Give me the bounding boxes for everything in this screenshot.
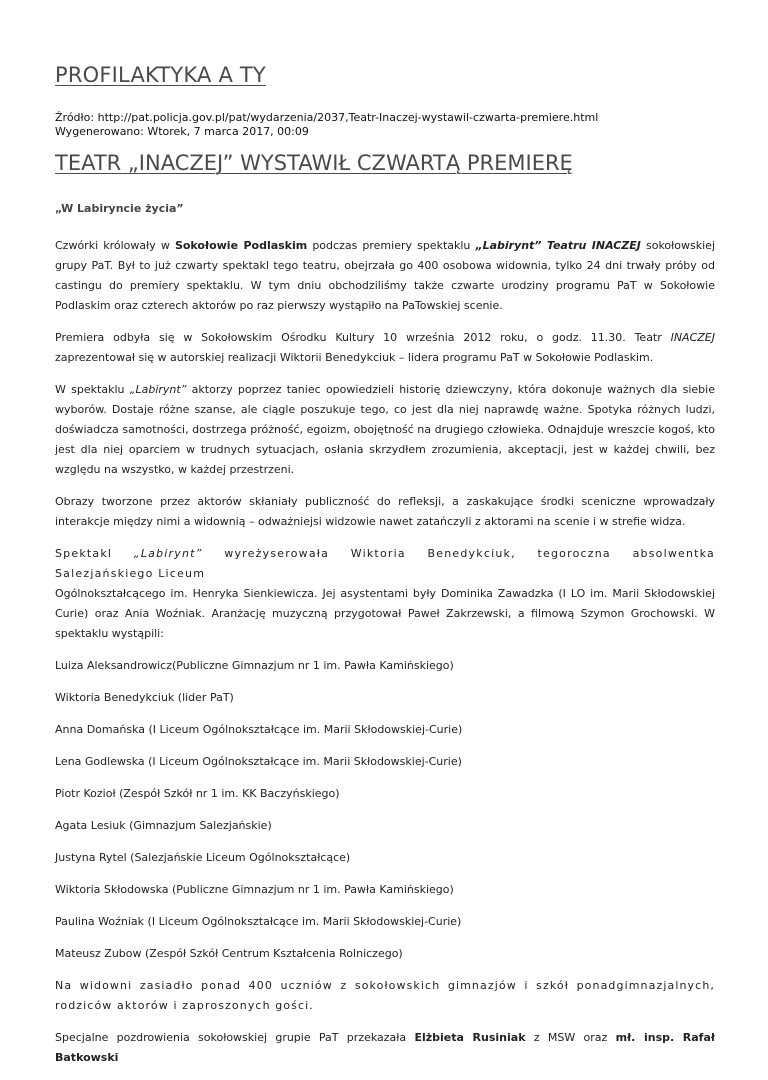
paragraph-6: Na widowni zasiadło ponad 400 uczniów z sokołowskich gimnazjów i szkół ponadgimnazjalnych, rodziców aktorów i zaproszonych gości. [55,979,715,1012]
article-body [55,236,715,1080]
theatre-name: INACZEJ [591,239,641,252]
source-label: Źródło: [55,111,95,124]
list-item: Luiza Aleksandrowicz(Publiczne Gimnazjum nr 1 im. Pawła Kamińskiego) [55,659,454,672]
list-item: Paulina Woźniak (I Liceum Ogólnokształcące im. Marii Skłodowskiej-Curie) [55,915,462,928]
article-title: TEATR „INACZEJ” WYSTAWIŁ CZWARTĄ PREMIERĘ [55,151,573,175]
generated-line [55,125,598,139]
location-name: Sokołowie Podlaskim [174,239,308,252]
paragraph-2: Premiera odbyła się w Sokołowskim Ośrodku Kultury 10 września 2012 roku, o godz. 11.30. Teatr INACZEJ zaprezentował się w autorskiej realizacji Wiktorii Benedykciuk – lidera programu PaT w Sokołowie Podlaskim. [55,331,715,364]
list-item: Lena Godlewska (I Liceum Ogólnokształcące im. Marii Skłodowskiej-Curie) [55,755,462,768]
paragraph-5: Spektakl „Labirynt” wyreżyserowała Wiktoria Benedykciuk, tegoroczna absolwentka Salezjańskiego Liceum Ogólnokształcącego im. Henryka Sienkiewicza. Jej asystentami były Dominika Zawadzka (I LO im. Marii Skłodowskiej Curie) oraz Ania Woźniak. Aranżację muzyczną przygotował Paweł Zakrzewski, a filmową Szymon Grochowski. W spektaklu wystąpili: [55,547,715,640]
play-title: „Labirynt” Teatru [475,239,592,252]
list-item: Wiktoria Skłodowska (Publiczne Gimnazjum nr 1 im. Pawła Kamińskiego) [55,883,454,896]
article-subtitle: „W Labiryncie życia” [55,202,184,215]
paragraph-3: W spektaklu „Labirynt” aktorzy poprzez taniec opowiedzieli historię dziewczyny, która dokonuje ważnych dla siebie wyborów. Dostaje różne szanse, ale ciągle poszukuje tego, co jest dla niej naprawdę ważne. Spotyka różnych ludzi, doświadcza samotności, dostrzega próżność, egoizm, obojętność na drugiego człowieka. Odnajduje wreszcie kogoś, kto jest dla niej oparciem w trudnych sytuacjach, osłania skrzydłem zrozumienia, akceptacji, jest w każdej chwili, bez względu na wszystko, w każdej przestrzeni. [55,383,715,476]
list-item: Agata Lesiuk (Gimnazjum Salezjańskie) [55,819,272,832]
generated-label: Wygenerowano: [55,125,144,138]
list-item: Piotr Kozioł (Zespół Szkół nr 1 im. KK Baczyńskiego) [55,787,340,800]
paragraph-4: Obrazy tworzone przez aktorów skłaniały publiczność do refleksji, a zaskakujące środki sceniczne wprowadzały interakcje między nimi a widownią – odważniejsi widzowie nawet zatańczyli z aktorami na scenie i w strefie widza. [55,495,715,528]
source-url: http://pat.policja.gov.pl/pat/wydarzenia/2037,Teatr-Inaczej-wystawil-czwarta-premiere.html [97,111,599,124]
site-title: PROFILAKTYKA A TY [55,63,266,87]
list-item: Wiktoria Benedykciuk (lider PaT) [55,691,234,704]
cast-list [55,656,715,964]
list-item: Anna Domańska (I Liceum Ogólnokształcące im. Marii Skłodowskiej-Curie) [55,723,463,736]
generated-date: Wtorek, 7 marca 2017, 00:09 [147,125,309,138]
source-line [55,111,598,125]
list-item: Mateusz Zubow (Zespół Szkół Centrum Kształcenia Rolniczego) [55,947,403,960]
document-meta [55,111,598,139]
paragraph-7: Specjalne pozdrowienia sokołowskiej grupie PaT przekazała Elżbieta Rusiniak z MSW oraz mł. insp. Rafał Batkowski [55,1031,715,1064]
list-item: Justyna Rytel (Salezjańskie Liceum Ogólnokształcące) [55,851,351,864]
paragraph-1: Czwórki królowały w Sokołowie Podlaskim podczas premiery spektaklu „Labirynt” Teatru INACZEJ sokołowskiej grupy PaT. Był to już czwarty spektakl tego teatru, obejrzała go 400 osobowa widownia, tylko 24 dni trwały próby od castingu do premiery spektaklu. W tym dniu obchodziliśmy także czwarte urodziny programu PaT w Sokołowie Podlaskim oraz czterech aktorów po raz pierwszy wystąpiło na PaTowskiej scenie. [55,239,715,312]
